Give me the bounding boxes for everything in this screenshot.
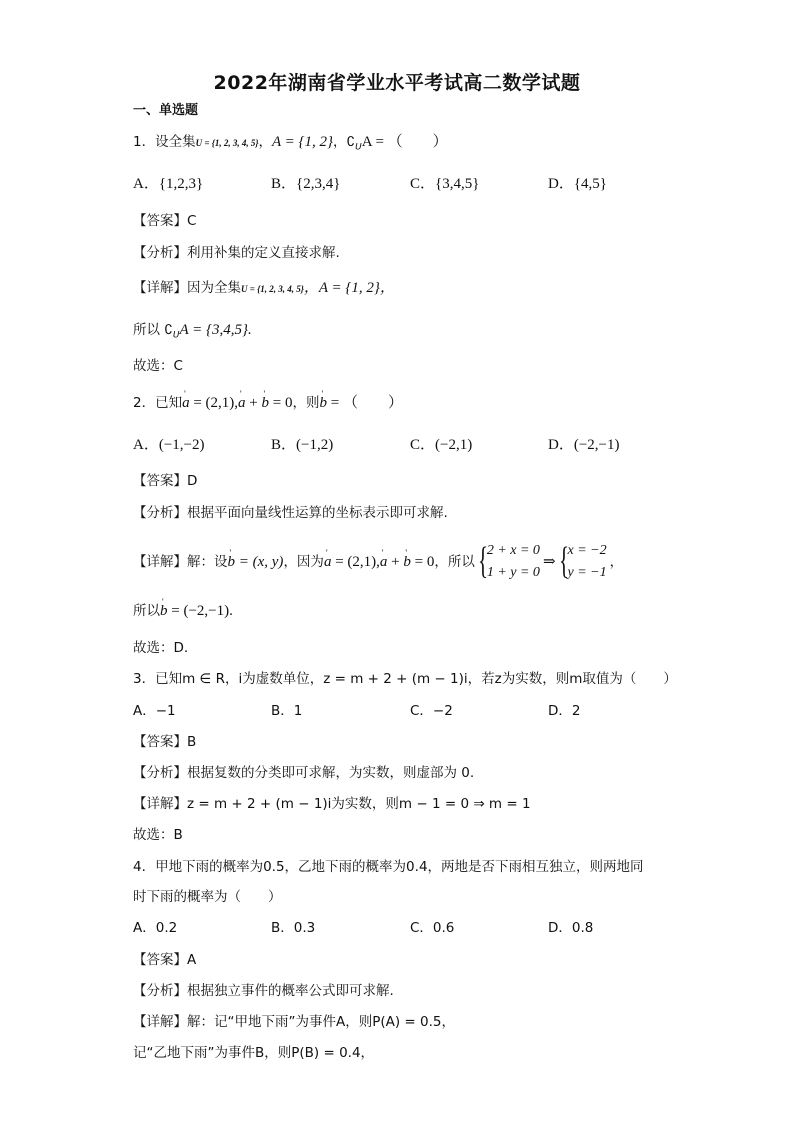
equation-system-left <box>478 540 540 584</box>
q4-analysis <box>133 981 394 1001</box>
q2-so-result: = (−2,−1). <box>167 603 233 619</box>
q4-option-b: B．0.3 <box>271 920 316 936</box>
q1-universal-set: U = {1, 2, 3, 4, 5} <box>195 138 259 148</box>
q1-option-c: C．{3,4,5} <box>410 176 480 192</box>
system-line-1: x = −2 <box>567 543 607 558</box>
q1-option-d: D．{4,5} <box>548 176 607 192</box>
q4-answer <box>133 950 196 970</box>
detail-tag: 【详解】 <box>133 280 187 296</box>
left-brace-icon: { <box>558 540 569 582</box>
vector-a: ' a <box>324 542 332 582</box>
q4-option-a: A．0.2 <box>133 920 178 936</box>
equation-system-right <box>559 540 607 584</box>
q3-analysis <box>133 763 474 783</box>
vector-a: ' a <box>238 393 246 413</box>
vector-a: ' a <box>380 542 388 582</box>
q1-set-a: A = {1, 2} <box>272 134 334 150</box>
q2-detail-b-coords: = (x, y) <box>235 554 284 570</box>
q2-detail <box>133 540 623 580</box>
section-heading: 一、单选题 <box>133 103 199 118</box>
q1-choose: 故选：C <box>133 358 183 374</box>
q1-answer-value: C <box>187 213 197 229</box>
q2-answer <box>133 471 197 491</box>
q1-detail-conclusion <box>133 320 252 346</box>
analysis-tag: 【分析】 <box>133 245 187 261</box>
q2-detail-a-value: = (2,1), <box>331 554 380 570</box>
vector-b: ' b <box>160 601 168 621</box>
q1-so-subscript: U <box>172 330 180 341</box>
q3-analysis-text: 根据复数的分类即可求解，为实数，则虚部为 0. <box>187 765 475 781</box>
question-2-stem <box>133 393 403 413</box>
q1-so-result: A = {3,4,5}. <box>179 322 252 338</box>
q3-detail <box>133 794 531 814</box>
q2-answer-value: D <box>187 473 198 489</box>
q1-stem-end: A = （ ） <box>361 134 448 150</box>
analysis-tag: 【分析】 <box>133 983 187 999</box>
q2-option-a: A．(−1,−2) <box>133 437 205 453</box>
q3-option-d: D．2 <box>548 703 581 719</box>
q4-option-c: C．0.6 <box>410 920 455 936</box>
q1-option-a: A．{1,2,3} <box>133 176 204 192</box>
q3-answer-value: B <box>187 734 197 750</box>
zero-vector: = 0 <box>410 554 435 570</box>
analysis-tag: 【分析】 <box>133 765 187 781</box>
q2-detail-so: ，所以 <box>434 554 475 570</box>
question-3-stem: 3．已知m ∈ R，i为虚数单位，z = m + 2 + (m − 1)i，若z为实数，则m取值为（ ） <box>133 671 677 687</box>
q1-complement: ，∁ <box>333 134 356 150</box>
system-line-2: 1 + y = 0 <box>486 565 540 580</box>
detail-tag: 【详解】 <box>133 1014 187 1030</box>
vector-b: ' b <box>262 393 270 413</box>
q3-detail-text: z = m + 2 + (m − 1)i为实数，则m − 1 = 0 ⇒ m = 1 <box>187 796 531 812</box>
detail-tag: 【详解】 <box>133 796 187 812</box>
q2-option-b: B．(−1,2) <box>271 437 334 453</box>
system-line-1: 2 + x = 0 <box>486 543 540 558</box>
q2-analysis <box>133 503 448 523</box>
q2-a-value: = (2,1), <box>189 395 239 411</box>
analysis-tag: 【分析】 <box>133 505 187 521</box>
q4-option-d: D．0.8 <box>548 920 594 936</box>
q1-analysis-text: 利用补集的定义直接求解. <box>187 245 340 261</box>
q4-detail <box>133 1012 455 1032</box>
q2-stem-end: = （ ） <box>326 395 403 411</box>
q1-detail-prefix: 因为全集 <box>187 280 241 296</box>
q1-stem-prefix: 1．设全集 <box>133 134 196 150</box>
answer-tag: 【答案】 <box>133 473 187 489</box>
q3-option-b: B．1 <box>271 703 303 719</box>
implies-arrow: ⇒ <box>542 554 556 570</box>
q2-option-c: C．(−2,1) <box>410 437 473 453</box>
zero-vector: = 0 <box>269 395 293 411</box>
q1-comma: ， <box>258 134 272 150</box>
answer-tag: 【答案】 <box>133 213 187 229</box>
question-4-stem-line-1: 4．甲地下雨的概率为0.5，乙地下雨的概率为0.4，两地是否下雨相互独立，则两地同 <box>133 859 644 875</box>
q4-answer-value: A <box>187 952 197 968</box>
page-title: 2022年湖南省学业水平考试高二数学试题 <box>213 72 581 94</box>
system-line-2: y = −1 <box>567 565 607 580</box>
answer-tag: 【答案】 <box>133 952 187 968</box>
q2-detail-because: ，因为 <box>283 554 324 570</box>
q2-detail-prefix: 解：设 <box>187 554 228 570</box>
q2-option-d: D．(−2,−1) <box>548 437 620 453</box>
q1-detail <box>133 278 395 299</box>
q4-analysis-text: 根据独立事件的概率公式即可求解. <box>187 983 394 999</box>
plus-sign: + <box>387 554 404 570</box>
q3-choose: 故选：B <box>133 827 183 843</box>
q3-option-a: A．−1 <box>133 703 176 719</box>
q1-detail-universal-set: U = {1, 2, 3, 4, 5} <box>241 284 304 294</box>
vector-b: ' b <box>319 393 327 413</box>
vector-a: ' a <box>182 393 190 413</box>
q3-option-c: C．−2 <box>410 703 453 719</box>
q1-option-b: B．{2,3,4} <box>271 176 341 192</box>
q4-detail-line-2: 记“乙地下雨”为事件B，则P(B) = 0.4， <box>133 1045 375 1061</box>
q1-analysis <box>133 243 340 263</box>
q2-choose: 故选：D. <box>133 640 189 656</box>
vector-b: ' b <box>228 542 236 582</box>
q1-complement-subscript: U <box>355 142 362 153</box>
q2-analysis-text: 根据平面向量线性运算的坐标表示即可求解. <box>187 505 448 521</box>
q2-so-prefix: 所以 <box>133 603 160 619</box>
q1-detail-set-a: ，A = {1, 2}， <box>303 280 395 296</box>
detail-tag: 【详解】 <box>133 554 187 570</box>
q2-detail-conclusion <box>133 601 233 621</box>
question-4-stem-line-2: 时下雨的概率为（ ） <box>133 889 282 905</box>
question-1-stem <box>133 132 448 158</box>
left-brace-icon: { <box>477 540 488 582</box>
q2-stem-prefix: 2．已知 <box>133 395 183 411</box>
q1-so-prefix: 所以 ∁ <box>133 322 173 338</box>
answer-tag: 【答案】 <box>133 734 187 750</box>
plus-sign: + <box>245 395 262 411</box>
vector-b: ' b <box>403 542 411 582</box>
q4-detail-text: 解：记“甲地下雨”为事件A，则P(A) = 0.5， <box>187 1014 455 1030</box>
q3-answer <box>133 732 196 752</box>
q1-answer <box>133 211 196 231</box>
q2-detail-end: ， <box>609 554 624 570</box>
q2-stem-then: ，则 <box>292 395 320 411</box>
